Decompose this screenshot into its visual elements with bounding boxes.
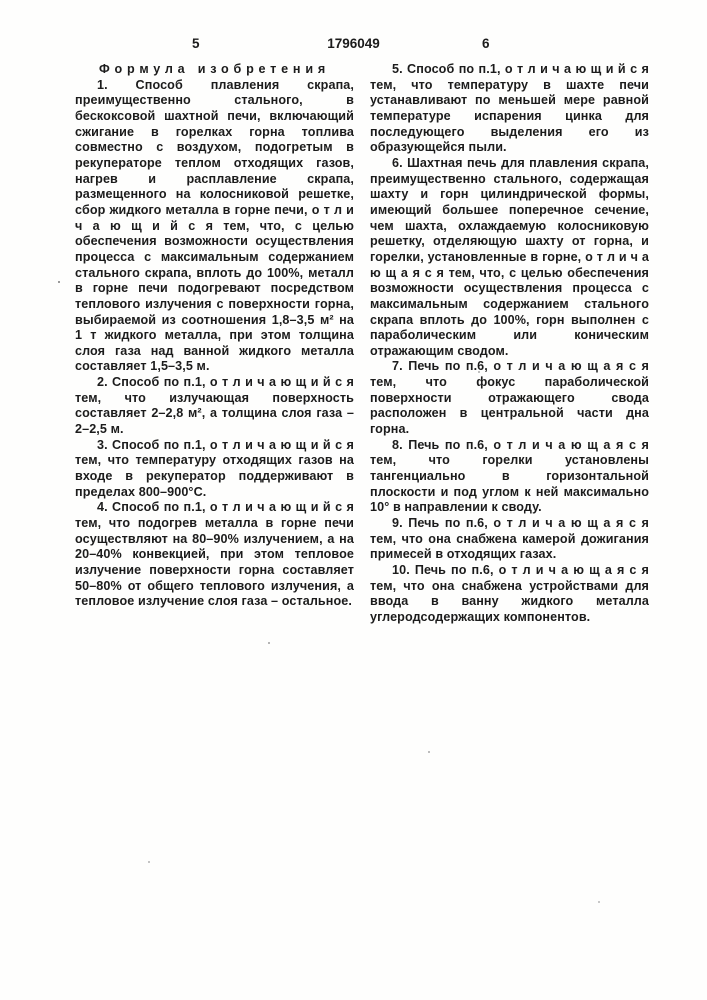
claim-paragraph: 1. Способ плавления скрапа, преимущественно стального, в бескоксовой шахтной печи, включающий сжигание в горелках горна топлива совместно с воздухом, подогретым в рекуператоре теплом отходящих газов, нагрев и расплавление скрапа, размещенного на колосниковой решетке, сбор жидкого металла в горне печи, о т л и ч а ю щ и й с я тем, что, с целью обеспечения возможности осуществления процесса с максимальным содержанием стального скрапа, вплоть до 100%, металл в горне печи подогревают посредством теплового излучения с поверхности горна, выбираемой из соотношения 1,8–3,5 м² на 1 т жидкого металла, при этом толщина слоя газа над ванной жидкого металла составляет 1,5–3,5 м. [75,77,354,374]
claim-paragraph: 2. Способ по п.1, о т л и ч а ю щ и й с я тем, что излучающая поверхность составляет 2–2,8 м², а толщина слоя газа – 2–2,5 м. [75,375,354,437]
right-column-page-number: 6 [482,36,490,51]
claim-paragraph: 6. Шахтная печь для плавления скрапа, преимущественно стального, содержащая шахту и горн цилиндрической формы, имеющий большее поперечное сечение, чем шахта, охлаждаемую колосниковую решетку, отделяющую шахту от горна, и горелки, установленные в горне, о т л и ч а ю щ а я с я тем, что, с целью обеспечения возможности осуществления процесса с максимальным содержанием стального скрапа вплоть до 100%, горн выполнен с параболическим или коническим отражающим сводом. [370,155,649,358]
claim-paragraph: 8. Печь по п.6, о т л и ч а ю щ а я с я тем, что горелки установлены тангенциально в горизонтальной плоскости и под углом к ней максимально 10° в направлении к своду. [370,437,649,515]
claim-paragraph: 4. Способ по п.1, о т л и ч а ю щ и й с я тем, что подогрев металла в горне печи осуществляют на 80–90% излучением, а на 20–40% конвекцией, при этом тепловое излучение поверхности горна составляет 50–80% от общего теплового излучения, а тепловое излучение слоя газа – остальное. [75,500,354,609]
claim-paragraph: 9. Печь по п.6, о т л и ч а ю щ а я с я тем, что она снабжена камерой дожигания примесей в отходящих газах. [370,516,649,562]
left-column [75,62,354,626]
claims-heading: Формула изобретения [99,62,330,76]
right-column-paragraphs [370,62,649,626]
patent-number: 1796049 [327,36,380,51]
claim-paragraph: 5. Способ по п.1, о т л и ч а ю щ и й с я тем, что температуру в шахте печи устанавливают по меньшей мере равной температуре испарения цинка для последующего выделения его из образующейся пыли. [370,62,649,155]
right-column [370,62,649,626]
claim-paragraph: 10. Печь по п.6, о т л и ч а ю щ а я с я тем, что она снабжена устройствами для ввода в ванну жидкого металла углеродсодержащих компонентов. [370,563,649,624]
claims-body [75,62,650,626]
page-header [0,36,707,52]
claim-paragraph: 7. Печь по п.6, о т л и ч а ю щ а я с я тем, что фокус параболической поверхности отражающего свода расположен в центральной части дна горна. [370,359,649,437]
left-column-page-number: 5 [192,36,200,51]
claim-paragraph: 3. Способ по п.1, о т л и ч а ю щ и й с я тем, что температуру отходящих газов на входе в рекуператор поддерживают в пределах 800–900°С. [75,437,354,499]
left-column-paragraphs [75,78,354,610]
